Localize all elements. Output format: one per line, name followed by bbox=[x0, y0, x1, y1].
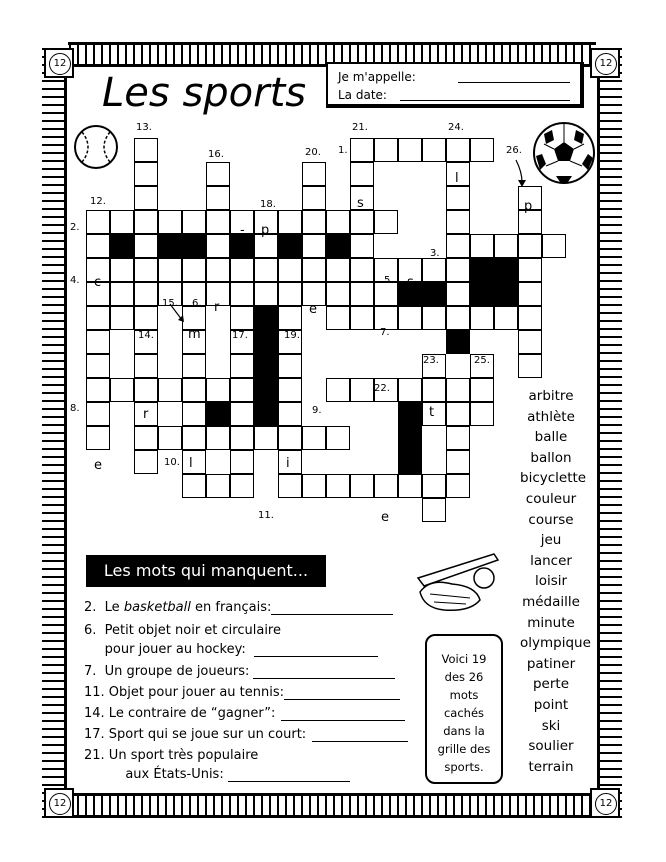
grid-cell[interactable] bbox=[110, 306, 134, 330]
clue-7: 7. Un groupe de joueurs: bbox=[84, 664, 395, 679]
clue-14: 14. Le contraire de “gagner”: bbox=[84, 706, 405, 721]
grid-cell[interactable] bbox=[470, 234, 494, 258]
grid-cell[interactable] bbox=[230, 426, 254, 450]
word-bank-item: soulier bbox=[528, 738, 574, 755]
grid-cell[interactable] bbox=[350, 378, 374, 402]
grid-number: 21. bbox=[352, 122, 368, 133]
word-bank-item: ski bbox=[541, 717, 561, 734]
answer-line[interactable] bbox=[253, 678, 395, 679]
word-bank-item: patiner bbox=[526, 655, 576, 672]
word-bank-item: jeu bbox=[540, 532, 562, 549]
grid-cell[interactable] bbox=[230, 258, 254, 282]
word-bank-item: perte bbox=[532, 676, 570, 693]
grid-letter: l bbox=[189, 456, 193, 471]
grid-letter: c bbox=[94, 275, 102, 290]
grid-cell[interactable] bbox=[254, 258, 278, 282]
clue-6: 6. Petit objet noir et circulaire bbox=[84, 623, 281, 638]
grid-number: 10. bbox=[164, 457, 180, 468]
word-bank-item: couleur bbox=[525, 490, 577, 507]
grid-cell[interactable] bbox=[518, 306, 542, 330]
name-field[interactable] bbox=[458, 82, 570, 83]
grid-cell[interactable] bbox=[446, 402, 470, 426]
grid-cell[interactable] bbox=[158, 258, 182, 282]
word-bank-item: minute bbox=[527, 614, 575, 631]
grid-cell bbox=[398, 426, 422, 450]
grid-cell-black bbox=[254, 378, 278, 402]
grid-number: 24. bbox=[448, 122, 464, 133]
grid-cell[interactable] bbox=[374, 474, 398, 498]
grid-cell[interactable] bbox=[206, 234, 230, 258]
grid-cell[interactable] bbox=[350, 210, 374, 234]
grid-cell[interactable] bbox=[86, 330, 110, 354]
grid-cell[interactable] bbox=[422, 138, 446, 162]
grid-cell[interactable] bbox=[302, 258, 326, 282]
page-number-corner-tl: 12 bbox=[44, 48, 74, 78]
arrow-icon bbox=[512, 158, 530, 188]
grid-cell[interactable] bbox=[374, 138, 398, 162]
grid-cell[interactable] bbox=[254, 426, 278, 450]
grid-cell[interactable] bbox=[230, 306, 254, 330]
grid-letter: s bbox=[407, 275, 414, 290]
grid-cell[interactable] bbox=[110, 210, 134, 234]
clue-6-cont: pour jouer au hockey: bbox=[84, 642, 378, 657]
grid-cell[interactable] bbox=[134, 234, 158, 258]
grid-cell[interactable] bbox=[470, 138, 494, 162]
grid-cell[interactable] bbox=[326, 474, 350, 498]
grid-cell[interactable] bbox=[302, 162, 326, 186]
grid-cell-black bbox=[206, 402, 230, 426]
grid-cell[interactable] bbox=[278, 402, 302, 426]
grid-cell-black bbox=[182, 234, 206, 258]
grid-number: 17. bbox=[232, 330, 248, 341]
grid-cell[interactable] bbox=[86, 210, 110, 234]
clue-21: 21. Un sport très populaire bbox=[84, 748, 259, 763]
word-bank-item: athlète bbox=[527, 408, 575, 425]
word-bank-item: bicyclette bbox=[520, 470, 587, 487]
grid-number: 19. bbox=[284, 330, 300, 341]
grid-cell[interactable] bbox=[518, 354, 542, 378]
grid-cell[interactable] bbox=[278, 258, 302, 282]
grid-number: 7. bbox=[380, 327, 390, 338]
baseball-icon bbox=[72, 122, 124, 172]
grid-cell[interactable] bbox=[230, 282, 254, 306]
grid-cell[interactable] bbox=[254, 282, 278, 306]
soccer-ball-icon bbox=[532, 120, 596, 186]
grid-number: 18. bbox=[260, 199, 276, 210]
answer-line[interactable] bbox=[254, 656, 378, 657]
grid-cell[interactable] bbox=[182, 378, 206, 402]
grid-cell bbox=[470, 258, 494, 282]
grid-cell[interactable] bbox=[86, 234, 110, 258]
grid-cell[interactable] bbox=[350, 474, 374, 498]
word-bank-item: arbitre bbox=[528, 388, 574, 404]
grid-cell[interactable] bbox=[422, 258, 446, 282]
grid-cell-black bbox=[278, 234, 302, 258]
word-bank-item: médaille bbox=[522, 593, 580, 610]
grid-cell[interactable] bbox=[446, 186, 470, 210]
grid-cell[interactable] bbox=[158, 210, 182, 234]
grid-cell[interactable] bbox=[446, 282, 470, 306]
grid-cell[interactable] bbox=[446, 426, 470, 450]
grid-cell[interactable] bbox=[134, 258, 158, 282]
grid-cell[interactable] bbox=[422, 306, 446, 330]
clue-17: 17. Sport qui se joue sur un court: bbox=[84, 727, 408, 742]
grid-cell[interactable] bbox=[134, 450, 158, 474]
grid-cell-black bbox=[254, 306, 278, 330]
grid-cell[interactable] bbox=[182, 450, 206, 474]
grid-cell[interactable] bbox=[278, 354, 302, 378]
grid-cell bbox=[494, 282, 518, 306]
grid-cell[interactable] bbox=[446, 378, 470, 402]
clue-11: 11. Objet pour jouer au tennis: bbox=[84, 685, 400, 700]
grid-cell[interactable] bbox=[86, 426, 110, 450]
grid-cell[interactable] bbox=[278, 378, 302, 402]
grid-number: 25. bbox=[474, 355, 490, 366]
grid-cell[interactable] bbox=[134, 354, 158, 378]
grid-cell[interactable] bbox=[230, 450, 254, 474]
page-number-corner-tr: 12 bbox=[590, 48, 620, 78]
word-bank-item: ballon bbox=[530, 449, 572, 466]
date-label: La date: bbox=[338, 88, 387, 102]
grid-cell[interactable] bbox=[518, 234, 542, 258]
grid-number: 22. bbox=[374, 383, 390, 394]
grid-letter: l bbox=[455, 171, 459, 186]
grid-number: 2. bbox=[70, 222, 80, 233]
grid-number: 23. bbox=[423, 355, 439, 366]
grid-cell[interactable] bbox=[230, 354, 254, 378]
bat-and-glove-icon bbox=[410, 548, 502, 614]
grid-number: 11. bbox=[258, 510, 274, 521]
grid-cell[interactable] bbox=[446, 450, 470, 474]
grid-letter: r bbox=[214, 300, 220, 315]
info-note: Voici 19 des 26 mots cachés dans la grille des sports. bbox=[425, 634, 503, 784]
grid-cell[interactable] bbox=[278, 474, 302, 498]
grid-cell[interactable] bbox=[182, 426, 206, 450]
grid-cell[interactable] bbox=[350, 162, 374, 186]
grid-cell[interactable] bbox=[206, 378, 230, 402]
word-bank-item: balle bbox=[534, 429, 568, 446]
grid-number: 15. bbox=[162, 298, 178, 309]
grid-cell[interactable] bbox=[326, 258, 350, 282]
grid-cell-black bbox=[254, 402, 278, 426]
grid-cell[interactable] bbox=[470, 402, 494, 426]
grid-cell[interactable] bbox=[206, 162, 230, 186]
grid-number: 14. bbox=[138, 330, 154, 341]
grid-cell[interactable] bbox=[134, 162, 158, 186]
grid-cell[interactable] bbox=[302, 426, 326, 450]
grid-cell[interactable] bbox=[446, 138, 470, 162]
grid-cell[interactable] bbox=[302, 474, 326, 498]
grid-cell[interactable] bbox=[494, 306, 518, 330]
grid-cell[interactable] bbox=[446, 234, 470, 258]
grid-cell[interactable] bbox=[182, 402, 206, 426]
grid-number: 6. bbox=[192, 298, 202, 309]
grid-cell bbox=[470, 282, 494, 306]
grid-cell[interactable] bbox=[110, 258, 134, 282]
grid-cell[interactable] bbox=[158, 426, 182, 450]
grid-cell[interactable] bbox=[86, 378, 110, 402]
grid-cell[interactable] bbox=[398, 378, 422, 402]
grid-cell bbox=[494, 258, 518, 282]
grid-cell[interactable] bbox=[134, 282, 158, 306]
clue-21-cont: aux États-Unis: bbox=[84, 767, 350, 782]
grid-cell[interactable] bbox=[398, 306, 422, 330]
grid-cell bbox=[422, 282, 446, 306]
grid-cell[interactable] bbox=[422, 378, 446, 402]
grid-cell[interactable] bbox=[518, 330, 542, 354]
grid-cell[interactable] bbox=[86, 354, 110, 378]
grid-letter: p bbox=[524, 199, 533, 214]
grid-cell[interactable] bbox=[110, 282, 134, 306]
page-number-corner-br: 12 bbox=[590, 788, 620, 818]
grid-cell[interactable] bbox=[494, 234, 518, 258]
grid-number: 1. bbox=[338, 145, 348, 156]
grid-cell[interactable] bbox=[230, 474, 254, 498]
grid-cell[interactable] bbox=[278, 282, 302, 306]
grid-cell[interactable] bbox=[134, 186, 158, 210]
grid-letter: u bbox=[453, 328, 462, 343]
grid-cell[interactable] bbox=[398, 474, 422, 498]
grid-letter: p bbox=[261, 223, 270, 238]
grid-cell-black bbox=[326, 234, 350, 258]
grid-cell[interactable] bbox=[326, 282, 350, 306]
clue-2: 2. Le basketball en français: bbox=[84, 600, 393, 615]
word-bank-item: loisir bbox=[534, 573, 568, 590]
date-field[interactable] bbox=[400, 100, 570, 101]
grid-cell[interactable] bbox=[446, 210, 470, 234]
grid-cell[interactable] bbox=[206, 186, 230, 210]
grid-number: 13. bbox=[136, 122, 152, 133]
grid-letter: m bbox=[188, 327, 201, 342]
grid-cell[interactable] bbox=[422, 474, 446, 498]
word-bank-item: course bbox=[528, 511, 574, 528]
grid-cell bbox=[398, 402, 422, 426]
grid-number: 3. bbox=[430, 248, 440, 259]
grid-cell[interactable] bbox=[206, 258, 230, 282]
grid-cell[interactable] bbox=[182, 474, 206, 498]
grid-cell[interactable] bbox=[182, 258, 206, 282]
grid-cell[interactable] bbox=[302, 234, 326, 258]
grid-cell[interactable] bbox=[398, 138, 422, 162]
grid-number: 26. bbox=[506, 145, 522, 156]
grid-cell bbox=[398, 450, 422, 474]
word-bank-item: point bbox=[533, 696, 569, 713]
grid-cell[interactable] bbox=[350, 138, 374, 162]
grid-letter: r bbox=[143, 407, 149, 422]
grid-cell[interactable] bbox=[446, 306, 470, 330]
grid-letter: e bbox=[309, 302, 317, 317]
grid-cell[interactable] bbox=[134, 306, 158, 330]
grid-cell[interactable] bbox=[206, 210, 230, 234]
grid-cell[interactable] bbox=[134, 138, 158, 162]
name-label: Je m'appelle: bbox=[338, 70, 416, 84]
grid-letter: i bbox=[286, 456, 290, 471]
arrow-icon bbox=[168, 302, 188, 326]
grid-cell[interactable] bbox=[134, 210, 158, 234]
grid-cell-black bbox=[110, 234, 134, 258]
grid-cell[interactable] bbox=[350, 258, 374, 282]
grid-number: 5. bbox=[384, 275, 394, 286]
grid-cell[interactable] bbox=[470, 306, 494, 330]
grid-cell[interactable] bbox=[350, 282, 374, 306]
grid-cell[interactable] bbox=[326, 306, 350, 330]
grid-number: 8. bbox=[70, 403, 80, 414]
word-bank bbox=[520, 388, 591, 779]
grid-cell-black bbox=[254, 354, 278, 378]
grid-number: 16. bbox=[208, 149, 224, 160]
grid-cell[interactable] bbox=[182, 354, 206, 378]
grid-cell[interactable] bbox=[302, 210, 326, 234]
missing-words-banner: Les mots qui manquent... bbox=[84, 553, 328, 589]
grid-cell[interactable] bbox=[446, 258, 470, 282]
grid-cell[interactable] bbox=[446, 474, 470, 498]
grid-cell[interactable] bbox=[470, 378, 494, 402]
answer-line[interactable] bbox=[312, 741, 408, 742]
grid-letter: e bbox=[94, 458, 102, 473]
answer-line[interactable] bbox=[284, 699, 400, 700]
grid-cell[interactable] bbox=[350, 306, 374, 330]
answer-line[interactable] bbox=[271, 614, 393, 615]
grid-cell[interactable] bbox=[326, 378, 350, 402]
grid-cell[interactable] bbox=[182, 210, 206, 234]
word-bank-item: olympique bbox=[520, 635, 591, 652]
grid-cell[interactable] bbox=[302, 186, 326, 210]
grid-number: 4. bbox=[70, 275, 80, 286]
answer-line[interactable] bbox=[228, 781, 350, 782]
grid-cell[interactable] bbox=[230, 378, 254, 402]
page-number-corner-bl: 12 bbox=[44, 788, 74, 818]
grid-cell[interactable] bbox=[518, 258, 542, 282]
grid-cell[interactable] bbox=[278, 426, 302, 450]
grid-cell[interactable] bbox=[134, 426, 158, 450]
grid-letter: t bbox=[429, 405, 435, 420]
grid-cell[interactable] bbox=[278, 306, 302, 330]
word-bank-item: terrain bbox=[528, 758, 574, 775]
grid-number: 20. bbox=[305, 147, 321, 158]
grid-letter: s bbox=[357, 196, 364, 211]
grid-cell-black bbox=[254, 330, 278, 354]
word-bank-item: lancer bbox=[530, 552, 572, 569]
grid-number: 9. bbox=[312, 405, 322, 416]
grid-cell[interactable] bbox=[86, 306, 110, 330]
grid-number: 12. bbox=[90, 196, 106, 207]
grid-cell[interactable] bbox=[86, 402, 110, 426]
grid-cell[interactable] bbox=[326, 426, 350, 450]
grid-cell[interactable] bbox=[350, 234, 374, 258]
grid-cell[interactable] bbox=[326, 210, 350, 234]
name-date-box bbox=[326, 62, 584, 108]
grid-cell[interactable] bbox=[374, 210, 398, 234]
grid-cell[interactable] bbox=[158, 378, 182, 402]
grid-letter: - bbox=[240, 223, 245, 238]
grid-cell-black bbox=[158, 234, 182, 258]
grid-cell[interactable] bbox=[230, 402, 254, 426]
grid-cell[interactable] bbox=[422, 498, 446, 522]
grid-cell[interactable] bbox=[542, 234, 566, 258]
grid-cell[interactable] bbox=[518, 282, 542, 306]
grid-cell[interactable] bbox=[206, 474, 230, 498]
grid-cell[interactable] bbox=[134, 378, 158, 402]
page-title: Les sports bbox=[102, 70, 307, 116]
grid-cell[interactable] bbox=[278, 450, 302, 474]
answer-line[interactable] bbox=[281, 720, 405, 721]
grid-cell[interactable] bbox=[278, 210, 302, 234]
grid-cell[interactable] bbox=[110, 378, 134, 402]
grid-cell[interactable] bbox=[206, 426, 230, 450]
grid-letter: e bbox=[381, 510, 389, 525]
